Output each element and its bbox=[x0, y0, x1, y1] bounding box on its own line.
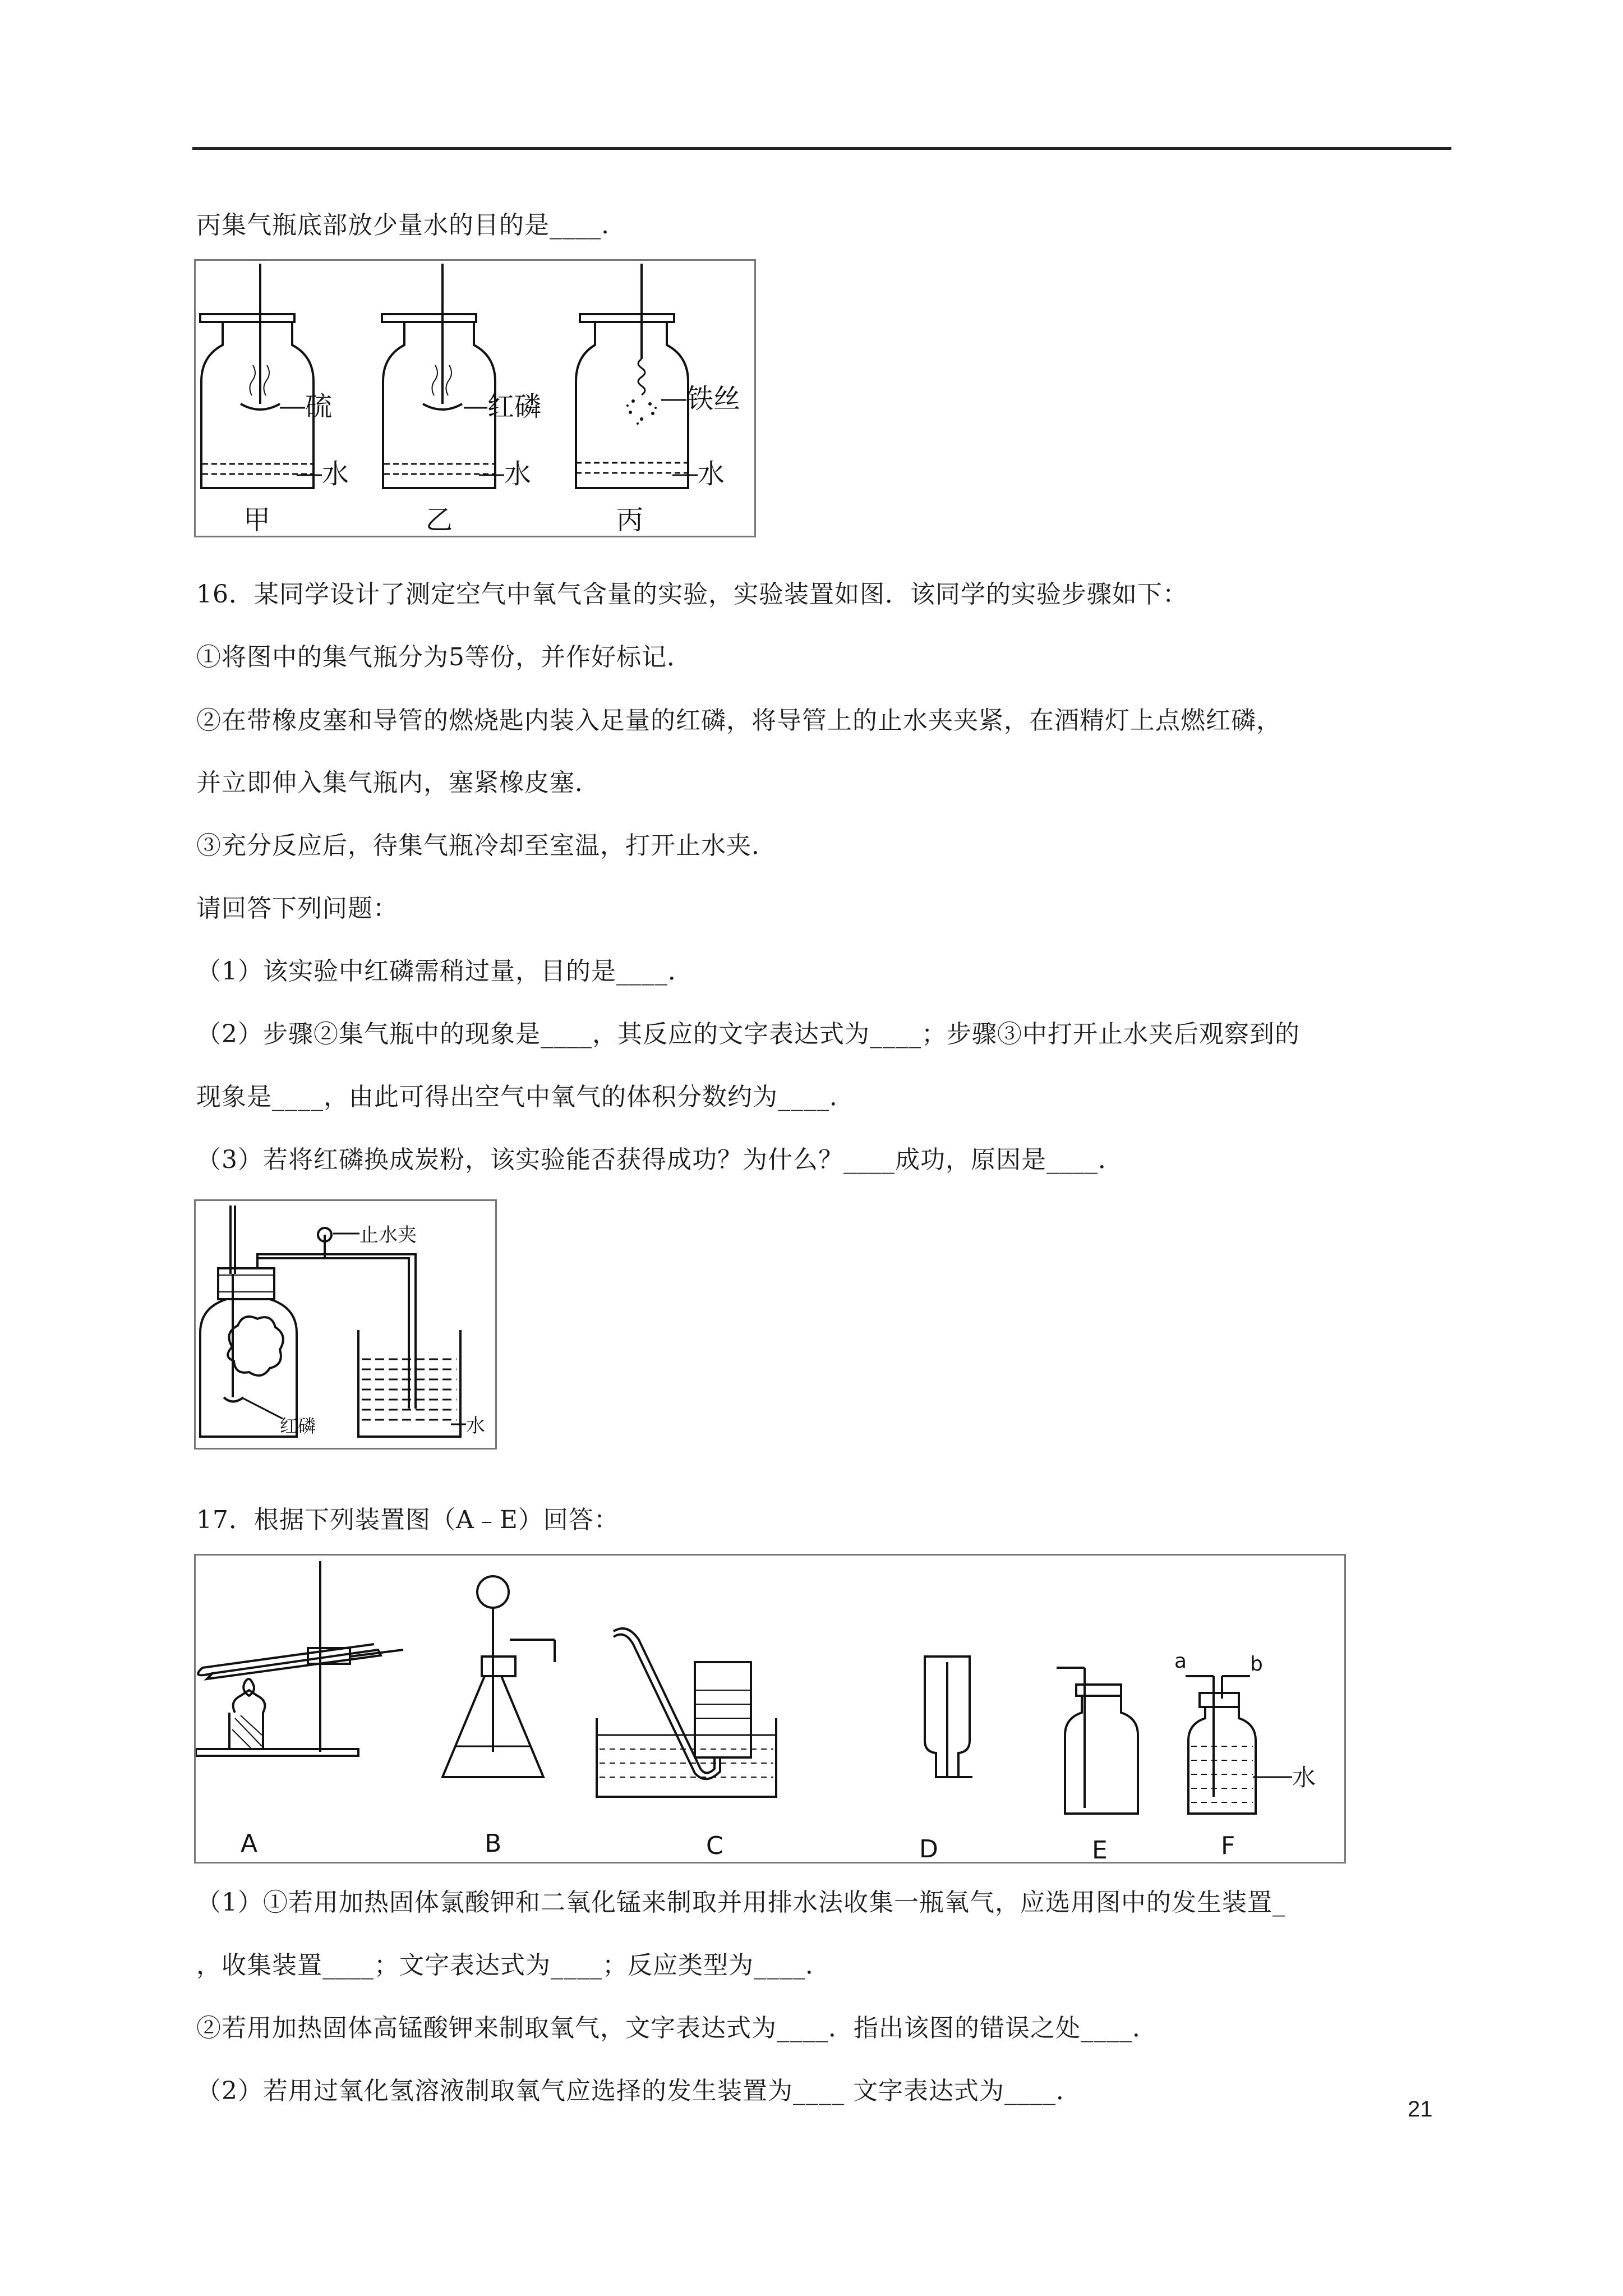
sub-question-17-2: （2）若用过氧化氢溶液制取氧气应选择的发生装置为____ 文字表达式为____． bbox=[196, 2077, 1081, 2105]
label-phosphorus: 红磷 bbox=[280, 1415, 316, 1437]
label-port-b: b bbox=[1250, 1653, 1263, 1676]
text-line-q15-tail: 丙集气瓶底部放少量水的目的是____. bbox=[196, 211, 610, 240]
sub-question-3: （3）若将红磷换成炭粉，该实验能否获得成功？为什么？____成功，原因是____． bbox=[196, 1145, 1123, 1174]
figure-oxygen-apparatus bbox=[194, 1199, 497, 1450]
label-d: D bbox=[919, 1835, 938, 1862]
sub-question-17-1-part-2: ②若用加热固体高锰酸钾来制取氧气，文字表达式为____．指出该图的错误之处____． bbox=[196, 2014, 1158, 2042]
label-red-phosphorus: 红磷 bbox=[487, 391, 542, 422]
question-16-intro: 16．某同学设计了测定空气中氧气含量的实验，实验装置如图．该同学的实验步骤如下： bbox=[196, 580, 1188, 609]
label-a: A bbox=[241, 1829, 258, 1858]
sub-question-2: （2）步骤②集气瓶中的现象是____，其反应的文字表达式为____；步骤③中打开止水夹后观察到的 bbox=[196, 1020, 1300, 1048]
prompt-answer: 请回答下列问题： bbox=[196, 894, 398, 923]
label-c: C bbox=[706, 1832, 723, 1860]
sub-question-17-1: （1）①若用加热固体氯酸钾和二氧化锰来制取并用排水法收集一瓶氧气，应选用图中的发生装置_ bbox=[196, 1888, 1285, 1917]
bottle-label-bing: 丙 bbox=[616, 504, 644, 536]
label-water-bing: 水 bbox=[698, 458, 725, 490]
label-clamp: 止水夹 bbox=[359, 1224, 417, 1246]
label-f: F bbox=[1221, 1832, 1235, 1860]
label-e: E bbox=[1092, 1836, 1108, 1862]
label-water-f: 水 bbox=[1292, 1764, 1316, 1791]
label-b: B bbox=[485, 1829, 502, 1858]
sub-question-2-continued: 现象是____，由此可得出空气中氧气的体积分数约为____． bbox=[196, 1083, 855, 1111]
question-17-intro: 17．根据下列装置图（A﹣E）回答： bbox=[196, 1506, 619, 1534]
step-2-continued: 并立即伸入集气瓶内，塞紧橡皮塞． bbox=[196, 769, 600, 797]
step-2: ②在带橡皮塞和导管的燃烧匙内装入足量的红磷，将导管上的止水夹夹紧，在酒精灯上点燃红磷， bbox=[196, 706, 1281, 735]
label-port-a: a bbox=[1174, 1650, 1187, 1673]
figure-gas-jars bbox=[194, 259, 756, 537]
sub-question-17-1-continued: ，收集装置____；文字表达式为____；反应类型为____． bbox=[196, 1951, 831, 1980]
label-water: 水 bbox=[466, 1415, 485, 1437]
bottle-label-jia: 甲 bbox=[243, 504, 271, 536]
bottle-label-yi: 乙 bbox=[426, 504, 453, 536]
label-water-yi: 水 bbox=[504, 458, 532, 490]
header-rule bbox=[192, 147, 1451, 150]
label-sulfur: 硫 bbox=[305, 391, 333, 422]
figure-apparatus-a-f bbox=[194, 1554, 1346, 1864]
label-iron-wire: 铁丝 bbox=[686, 383, 741, 415]
page-number: 21 bbox=[1408, 2097, 1433, 2122]
sub-question-1: （1）该实验中红磷需稍过量，目的是____． bbox=[196, 957, 693, 986]
label-water-jia: 水 bbox=[322, 458, 349, 490]
step-1: ①将图中的集气瓶分为5等份，并作好标记． bbox=[196, 643, 692, 671]
step-3: ③充分反应后，待集气瓶冷却至室温，打开止水夹． bbox=[196, 831, 777, 860]
